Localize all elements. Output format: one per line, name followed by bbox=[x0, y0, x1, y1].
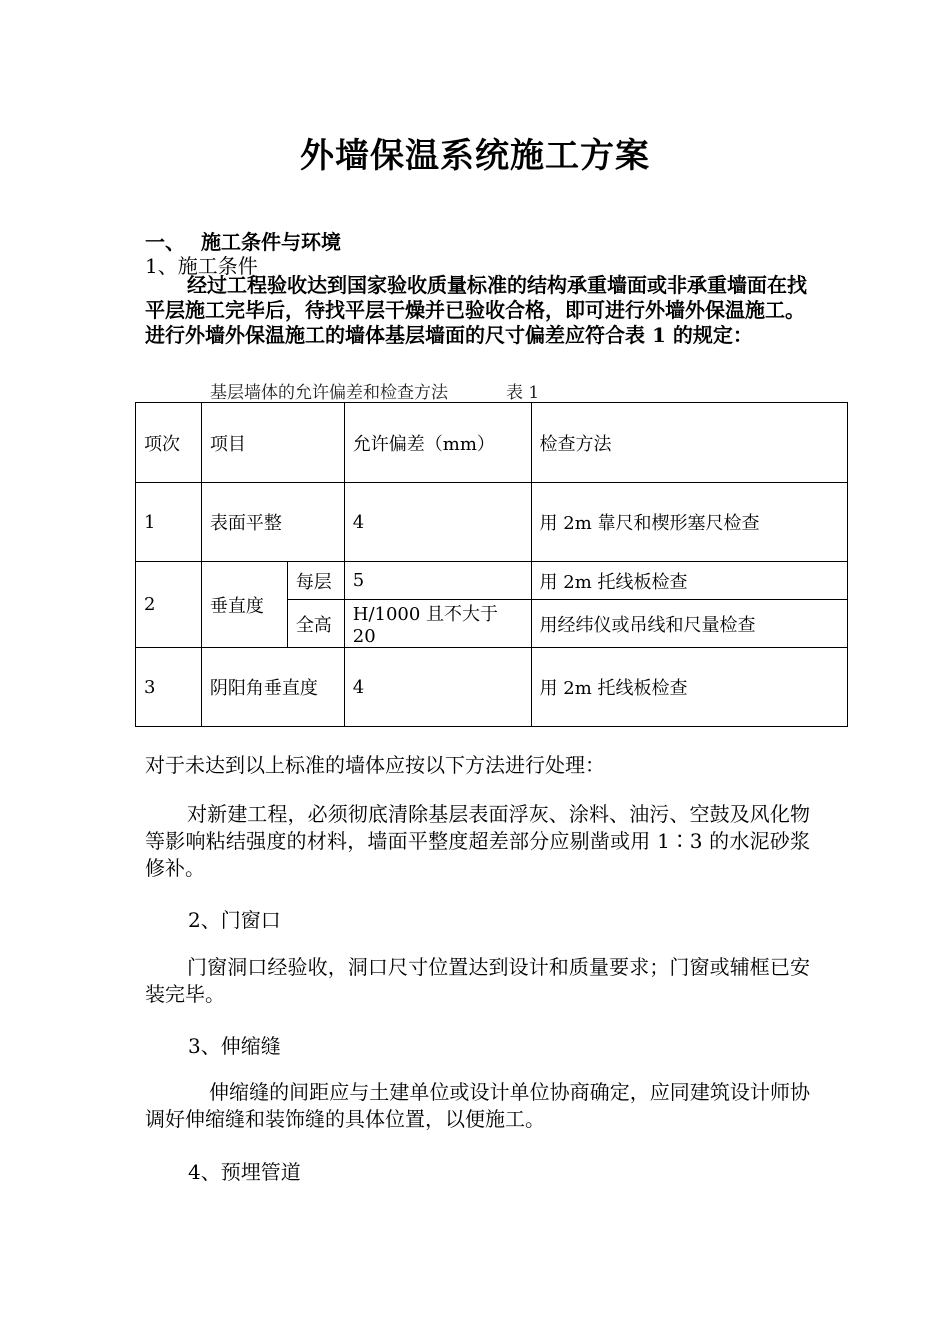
header-cell: 检查方法 bbox=[531, 403, 847, 483]
subsection-heading-3: 3、伸缩缝 bbox=[188, 1034, 281, 1058]
table-cell: 用 2m 托线板检查 bbox=[531, 562, 847, 600]
table-row bbox=[136, 562, 848, 600]
table-cell: H/1000 且不大于 20 bbox=[344, 600, 531, 648]
table-cell: 4 bbox=[344, 483, 531, 562]
intro-paragraph: 经过工程验收达到国家验收质量标准的结构承重墙面或非承重墙面在找平层施工完毕后，待找平层干燥并已验收合格，即可进行外墙外保温施工。进行外墙外保温施工的墙体基层墙面的尺寸偏差应符合表 1 的规定： bbox=[145, 273, 807, 347]
subsection-heading-1: 1、施工条件 bbox=[145, 254, 258, 278]
paragraph-new-construction: 对新建工程，必须彻底清除基层表面浮灰、涂料、油污、空鼓及风化物等影响粘结强度的材料，墙面平整度超差部分应剔凿或用 1∶3 的水泥砂浆修补。 bbox=[145, 802, 810, 880]
subsection-heading-2: 2、门窗口 bbox=[188, 908, 281, 932]
table-caption-text: 基层墙体的允许偏差和检查方法 bbox=[210, 383, 448, 403]
table-cell: 每层 bbox=[287, 562, 344, 600]
table-cell: 全高 bbox=[287, 600, 344, 648]
section-title: 施工条件与环境 bbox=[201, 230, 341, 254]
table-cell: 4 bbox=[344, 648, 531, 727]
table-caption bbox=[210, 378, 539, 403]
document-title: 外墙保温系统施工方案 bbox=[300, 136, 650, 176]
table-header-row bbox=[136, 403, 848, 483]
table-row bbox=[136, 648, 848, 727]
subsection-heading-4: 4、预埋管道 bbox=[188, 1160, 301, 1184]
header-cell: 项次 bbox=[136, 403, 202, 483]
table-cell: 5 bbox=[344, 562, 531, 600]
paragraph-treatment: 对于未达到以上标准的墙体应按以下方法进行处理： bbox=[145, 753, 605, 777]
table-row bbox=[136, 483, 848, 562]
table-cell: 2 bbox=[136, 562, 202, 648]
paragraph-expansion-joint: 伸缩缝的间距应与土建单位或设计单位协商确定，应同建筑设计师协调好伸缩缝和装饰缝的具体位置，以便施工。 bbox=[145, 1080, 810, 1131]
table-cell: 3 bbox=[136, 648, 202, 727]
table-cell: 1 bbox=[136, 483, 202, 562]
table-cell: 阴阳角垂直度 bbox=[201, 648, 344, 727]
table-cell: 垂直度 bbox=[201, 562, 287, 648]
paragraph-door-window: 门窗洞口经验收，洞口尺寸位置达到设计和质量要求；门窗或辅框已安装完毕。 bbox=[145, 955, 810, 1006]
table-cell: 用经纬仪或吊线和尺量检查 bbox=[531, 600, 847, 648]
header-cell: 项目 bbox=[201, 403, 344, 483]
tolerance-table bbox=[135, 402, 848, 727]
section-number: 一、 bbox=[145, 230, 185, 254]
table-cell: 用 2m 靠尺和楔形塞尺检查 bbox=[531, 483, 847, 562]
table-cell: 用 2m 托线板检查 bbox=[531, 648, 847, 727]
table-caption-label: 表 1 bbox=[506, 383, 540, 403]
header-cell: 允许偏差（mm） bbox=[344, 403, 531, 483]
table-cell: 表面平整 bbox=[201, 483, 344, 562]
